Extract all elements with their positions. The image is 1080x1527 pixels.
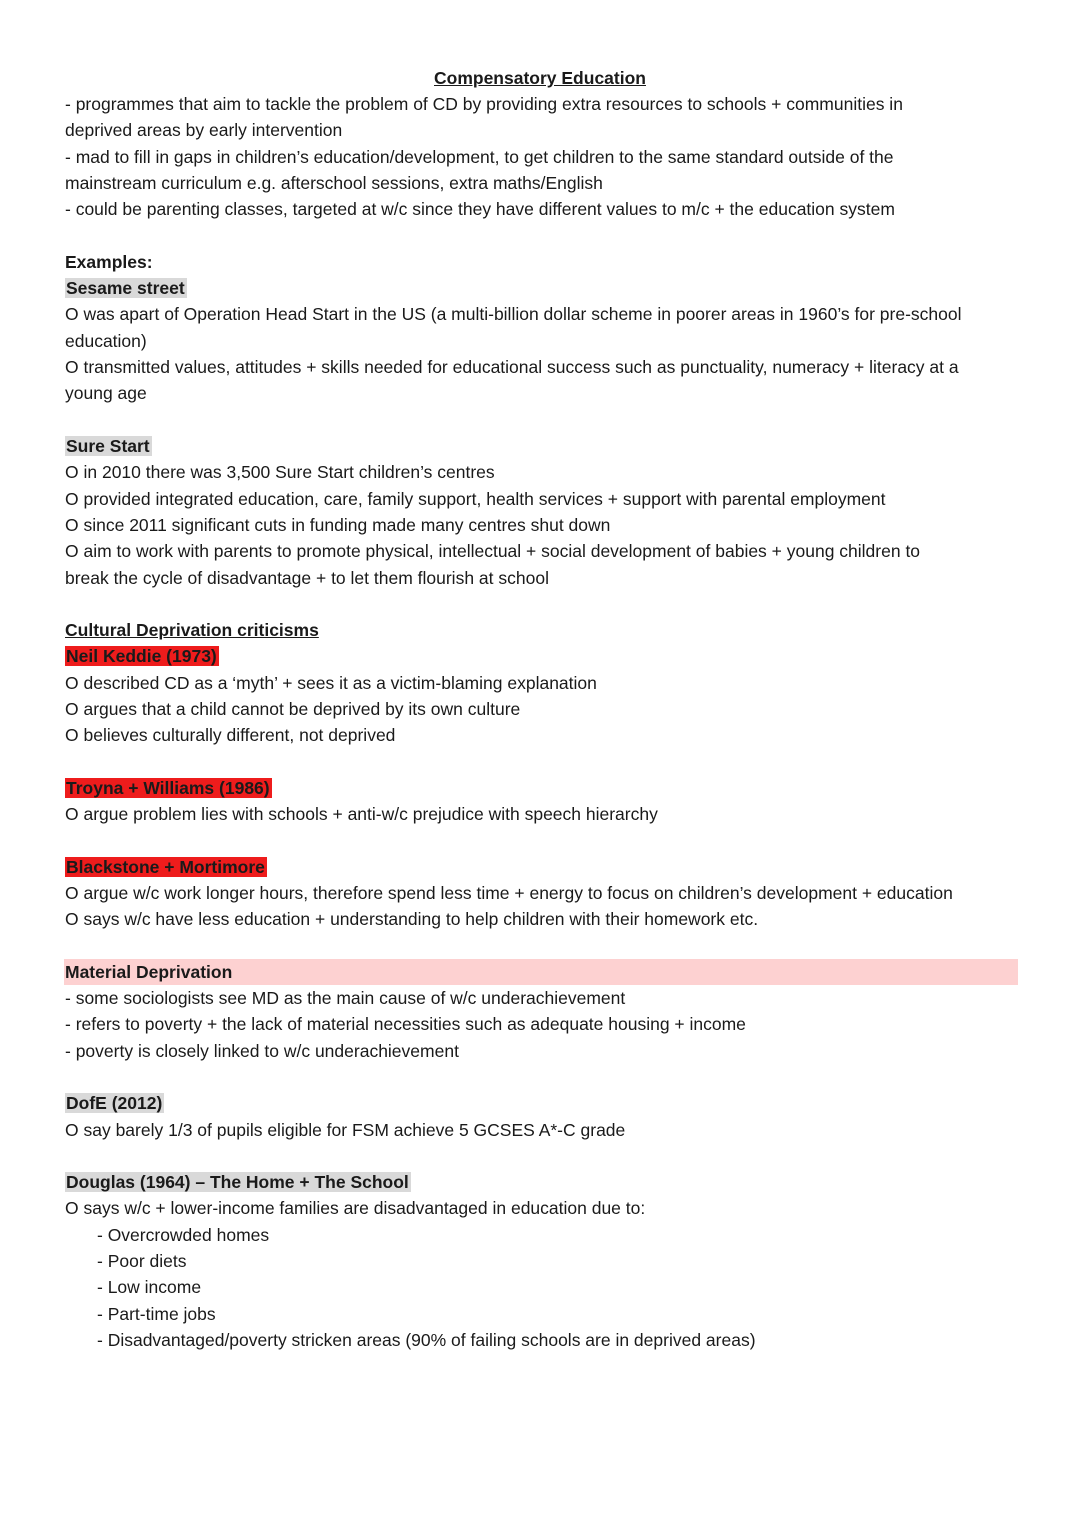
- troyna-line: O argue problem lies with schools + anti-w/c prejudice with speech hierarchy: [65, 804, 658, 824]
- surestart-line: break the cycle of disadvantage + to let them flourish at school: [65, 568, 549, 588]
- page-title: Compensatory Education: [434, 68, 646, 88]
- blackstone-heading: Blackstone + Mortimore: [66, 857, 265, 877]
- material-line: - refers to poverty + the lack of material necessities such as adequate housing + income: [65, 1014, 746, 1034]
- sesame-line: O was apart of Operation Head Start in the US (a multi-billion dollar scheme in poorer areas in 1960’s for pre-school: [65, 304, 962, 324]
- keddie-line: O described CD as a ‘myth’ + sees it as a victim-blaming explanation: [65, 673, 597, 693]
- blackstone-line: O argue w/c work longer hours, therefore spend less time + energy to focus on children’s development + education: [65, 883, 953, 903]
- surestart-line: O aim to work with parents to promote physical, intellectual + social development of babies + young children to: [65, 541, 921, 561]
- intro-line: - programmes that aim to tackle the problem of CD by providing extra resources to schools + communities in: [65, 94, 903, 114]
- examples-heading: Examples:: [65, 252, 153, 272]
- surestart-heading: Sure Start: [66, 436, 150, 456]
- material-line: - poverty is closely linked to w/c underachievement: [65, 1041, 459, 1061]
- douglas-bullet: - Disadvantaged/poverty stricken areas (90% of failing schools are in deprived areas): [97, 1330, 756, 1350]
- keddie-heading: Neil Keddie (1973): [66, 646, 217, 666]
- intro-line: mainstream curriculum e.g. afterschool sessions, extra maths/English: [65, 173, 603, 193]
- douglas-bullet: - Overcrowded homes: [97, 1225, 270, 1245]
- intro-line: - mad to fill in gaps in children’s education/development, to get children to the same standard outside of the: [65, 147, 894, 167]
- douglas-bullet: - Poor diets: [97, 1251, 187, 1271]
- troyna-heading: Troyna + Williams (1986): [66, 778, 270, 798]
- sesame-line: O transmitted values, attitudes + skills needed for educational success such as punctuality, numeracy + literacy at a: [65, 357, 959, 377]
- douglas-bullet: - Part-time jobs: [97, 1304, 216, 1324]
- douglas-bullet: - Low income: [97, 1277, 202, 1297]
- dofe-line: O say barely 1/3 of pupils eligible for FSM achieve 5 GCSES A*-C grade: [65, 1120, 626, 1140]
- material-heading: Material Deprivation: [65, 962, 233, 982]
- douglas-line: O says w/c + lower-income families are disadvantaged in education due to:: [65, 1198, 646, 1218]
- douglas-heading: Douglas (1964) – The Home + The School: [66, 1172, 409, 1192]
- sesame-line: young age: [65, 383, 147, 403]
- intro-line: - could be parenting classes, targeted at w/c since they have different values to m/c + the education system: [65, 199, 895, 219]
- criticisms-heading: Cultural Deprivation criticisms: [65, 620, 319, 640]
- material-line: - some sociologists see MD as the main cause of w/c underachievement: [65, 988, 626, 1008]
- keddie-line: O believes culturally different, not deprived: [65, 725, 396, 745]
- surestart-line: O since 2011 significant cuts in funding made many centres shut down: [65, 515, 611, 535]
- intro-line: deprived areas by early intervention: [65, 120, 343, 140]
- keddie-line: O argues that a child cannot be deprived by its own culture: [65, 699, 521, 719]
- sesame-heading: Sesame street: [66, 278, 185, 298]
- sesame-line: education): [65, 331, 147, 351]
- surestart-line: O in 2010 there was 3,500 Sure Start children’s centres: [65, 462, 495, 482]
- blackstone-line: O says w/c have less education + understanding to help children with their homework etc.: [65, 909, 759, 929]
- dofe-heading: DofE (2012): [66, 1093, 163, 1113]
- surestart-line: O provided integrated education, care, family support, health services + support with parental employment: [65, 489, 886, 509]
